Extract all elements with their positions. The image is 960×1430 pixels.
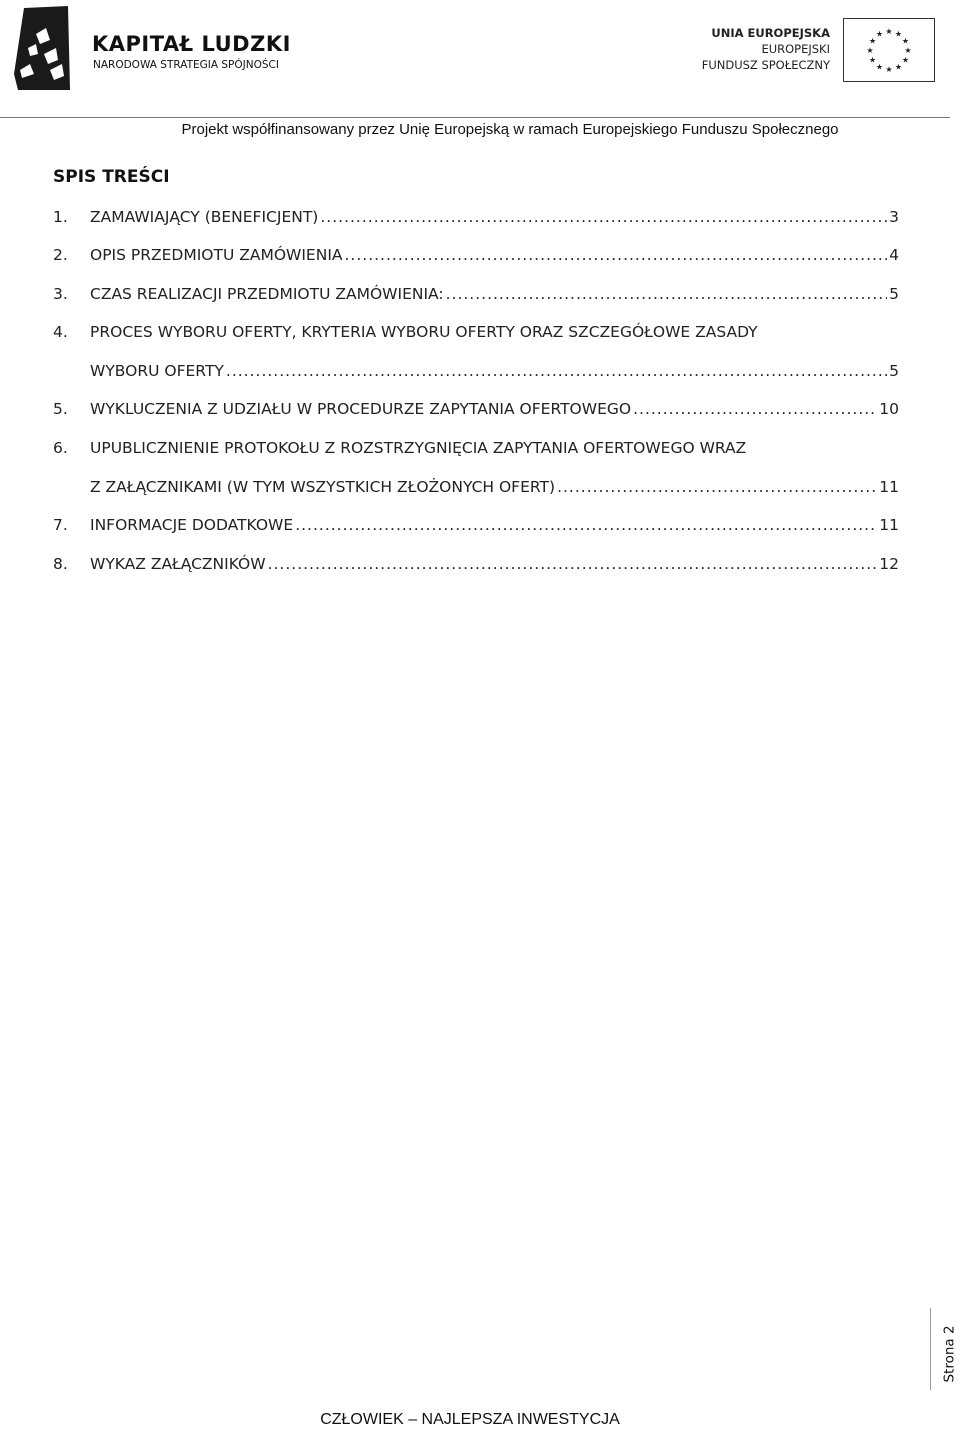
eu-star-icon: ★ bbox=[868, 36, 877, 46]
footer-slogan: CZŁOWIEK – NAJLEPSZA INWESTYCJA bbox=[320, 1411, 620, 1428]
eu-star-icon: ★ bbox=[904, 46, 912, 55]
page-number bbox=[943, 1322, 960, 1386]
toc-leader-dots bbox=[295, 516, 877, 534]
toc-item-page: 12 bbox=[879, 555, 899, 573]
kapital-ludzki-logo-icon bbox=[10, 4, 72, 92]
toc-item-number: 6. bbox=[53, 439, 68, 457]
toc-item[interactable] bbox=[53, 555, 899, 577]
eu-line-3: FUNDUSZ SPOŁECZNY bbox=[701, 58, 830, 72]
toc-item-number: 7. bbox=[53, 516, 68, 534]
eu-star-icon: ★ bbox=[901, 55, 910, 65]
toc-item-label: WYKAZ ZAŁĄCZNIKÓW bbox=[90, 555, 266, 573]
project-cofinancing-line: Projekt współfinansowany przez Unię Europejską w ramach Europejskiego Funduszu Społecznego bbox=[181, 121, 839, 138]
toc-item-number: 3. bbox=[53, 285, 68, 303]
eu-star-icon: ★ bbox=[885, 27, 893, 36]
toc-item-page: 5 bbox=[889, 362, 899, 380]
toc-item-number: 4. bbox=[53, 323, 68, 341]
toc-item[interactable] bbox=[53, 246, 899, 268]
toc-item-page: 11 bbox=[879, 516, 899, 534]
toc-item-continuation[interactable] bbox=[90, 362, 899, 384]
toc-item[interactable] bbox=[53, 323, 899, 345]
toc-item-label: ZAMAWIAJĄCY (BENEFICJENT) bbox=[90, 208, 319, 226]
toc-item-label: WYKLUCZENIA Z UDZIAŁU W PROCEDURZE ZAPYTANIA OFERTOWEGO bbox=[90, 400, 632, 418]
eu-star-icon: ★ bbox=[875, 62, 884, 72]
toc-item[interactable] bbox=[53, 516, 899, 538]
toc-item-continuation[interactable] bbox=[90, 478, 899, 500]
toc-item-page: 5 bbox=[889, 285, 899, 303]
toc-leader-dots bbox=[345, 246, 888, 264]
page-number-label: Strona 2 bbox=[941, 1325, 958, 1383]
toc-leader-dots bbox=[268, 555, 878, 573]
toc-item-page: 10 bbox=[879, 400, 899, 418]
toc-leader-dots bbox=[446, 285, 888, 303]
toc-heading: SPIS TREŚCI bbox=[53, 167, 170, 187]
toc-item[interactable] bbox=[53, 439, 899, 461]
toc-item-number: 8. bbox=[53, 555, 68, 573]
eu-star-icon: ★ bbox=[894, 29, 903, 39]
toc-item[interactable] bbox=[53, 285, 899, 307]
eu-line-1: UNIA EUROPEJSKA bbox=[711, 26, 830, 40]
page-number-divider bbox=[930, 1308, 931, 1390]
toc-item-label: PROCES WYBORU OFERTY, KRYTERIA WYBORU OFERTY ORAZ SZCZEGÓŁOWE ZASADY bbox=[90, 323, 758, 341]
eu-star-icon: ★ bbox=[868, 55, 877, 65]
toc-item-label: OPIS PRZEDMIOTU ZAMÓWIENIA bbox=[90, 246, 343, 264]
toc-leader-dots bbox=[633, 400, 877, 418]
toc-item-label-cont: Z ZAŁĄCZNIKAMI (W TYM WSZYSTKICH ZŁOŻONYCH OFERT) bbox=[90, 478, 556, 496]
eu-star-icon: ★ bbox=[885, 65, 893, 74]
eu-star-icon: ★ bbox=[901, 36, 910, 46]
toc-item-page: 11 bbox=[879, 478, 899, 496]
eu-star-icon: ★ bbox=[894, 62, 903, 72]
toc-item-number: 1. bbox=[53, 208, 68, 226]
toc-item-number: 5. bbox=[53, 400, 68, 418]
toc-leader-dots bbox=[226, 362, 887, 380]
toc-item[interactable] bbox=[53, 400, 899, 422]
toc-item-label: INFORMACJE DODATKOWE bbox=[90, 516, 294, 534]
toc-item-label: UPUBLICZNIENIE PROTOKOŁU Z ROZSTRZYGNIĘCIA ZAPYTANIA OFERTOWEGO WRAZ bbox=[90, 439, 747, 457]
eu-line-2: EUROPEJSKI bbox=[761, 42, 830, 56]
toc-leader-dots bbox=[557, 478, 877, 496]
toc-item-label: CZAS REALIZACJI PRZEDMIOTU ZAMÓWIENIA: bbox=[90, 285, 444, 303]
toc-leader-dots bbox=[320, 208, 887, 226]
eu-star-icon: ★ bbox=[875, 29, 884, 39]
eu-star-icon: ★ bbox=[866, 46, 874, 55]
toc-item[interactable] bbox=[53, 208, 899, 230]
toc-item-page: 4 bbox=[889, 246, 899, 264]
logo-subtitle: NARODOWA STRATEGIA SPÓJNOŚCI bbox=[93, 59, 279, 71]
logo-title: KAPITAŁ LUDZKI bbox=[92, 32, 291, 56]
toc-item-page: 3 bbox=[889, 208, 899, 226]
eu-flag-icon bbox=[843, 18, 935, 82]
toc-item-label-cont: WYBORU OFERTY bbox=[90, 362, 224, 380]
toc-item-number: 2. bbox=[53, 246, 68, 264]
eu-caption bbox=[702, 25, 830, 73]
header-divider bbox=[0, 117, 950, 118]
